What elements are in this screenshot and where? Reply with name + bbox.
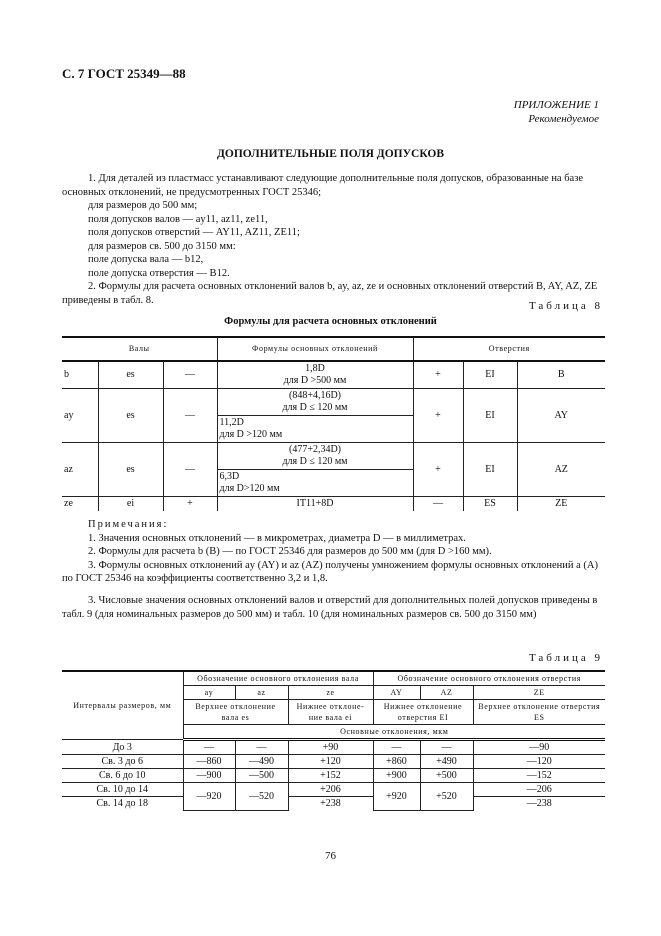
cell: — xyxy=(163,361,217,389)
cell: +90 xyxy=(288,740,373,755)
cell: +860 xyxy=(373,755,420,769)
col-header: ze xyxy=(288,686,373,700)
note: 1. Значения основных отклонений — в микрометрах, диаметра D — в миллиметрах. xyxy=(88,532,466,544)
col-header: az xyxy=(235,686,288,700)
section-title: ДОПОЛНИТЕЛЬНЫЕ ПОЛЯ ДОПУСКОВ xyxy=(216,148,445,160)
table9 xyxy=(62,670,605,811)
header-shafts: Валы xyxy=(62,337,217,361)
cell: + xyxy=(163,497,217,512)
table-row xyxy=(62,497,605,512)
cell: Св. 10 до 14 xyxy=(62,783,183,797)
formula-condition: для D >500 мм xyxy=(283,375,347,386)
paragraph: поле допуска вала — b12, xyxy=(88,254,204,265)
cell: Св. 6 до 10 xyxy=(62,769,183,783)
paragraph: поля допусков отверстий — AY11, AZ11, ZE11; xyxy=(88,227,300,238)
col-header: ay xyxy=(183,686,235,700)
formula: IT11+8D xyxy=(217,497,413,512)
cell: + xyxy=(413,443,463,497)
paragraph: 2. Формулы для расчета основных отклонений валов b, ay, az, ze и основных отклонений отверстий B, AY, AZ, ZE приведены в табл. 8. xyxy=(62,281,598,306)
cell: —120 xyxy=(473,755,605,769)
cell: —152 xyxy=(473,769,605,783)
formula: (477+2,34D) xyxy=(288,444,342,455)
table8-title: Формулы для расчета основных отклонений xyxy=(224,316,437,327)
cell: es xyxy=(98,443,163,497)
appendix-label xyxy=(514,98,599,126)
cell: ZE xyxy=(517,497,605,512)
header-formulas: Формулы основных отклонений xyxy=(217,337,413,361)
table-row xyxy=(62,755,605,769)
cell xyxy=(217,361,413,389)
cell: +500 xyxy=(420,769,473,783)
cell: —90 xyxy=(473,740,605,755)
cell: +490 xyxy=(420,755,473,769)
formula: 11,2D xyxy=(219,417,244,428)
formula-condition: для D >120 мм xyxy=(219,429,283,440)
table9-label: Таблица 9 xyxy=(528,652,603,664)
cell xyxy=(217,443,413,470)
cell: es xyxy=(98,361,163,389)
col-header: AY xyxy=(373,686,420,700)
appendix-number: ПРИЛОЖЕНИЕ 1 xyxy=(513,99,599,111)
cell: +120 xyxy=(288,755,373,769)
cell: +238 xyxy=(288,797,373,811)
cell xyxy=(217,470,413,497)
table-row xyxy=(62,740,605,755)
page-number: 76 xyxy=(325,850,336,862)
formula: 6,3D xyxy=(219,471,240,482)
cell: —860 xyxy=(183,755,235,769)
cell: AY xyxy=(517,389,605,443)
table-row xyxy=(62,361,605,389)
cell: — xyxy=(413,497,463,512)
header-hole-upper: Верхнее отклонение отверстия ES xyxy=(473,700,605,725)
header-units: Основные отклонения, мкм xyxy=(183,725,605,740)
cell: +920 xyxy=(373,783,420,811)
cell: ay xyxy=(62,389,98,443)
paragraph: 3. Числовые значения основных отклонений валов и отверстий для дополнительных полей допусков приведены в табл. 9 (для номинальных размеров до 500 мм) и табл. 10 (для номинальных размеров св. 500 до 3150 мм) xyxy=(62,595,598,620)
cell: До 3 xyxy=(62,740,183,755)
cell: — xyxy=(163,443,217,497)
col-header: AZ xyxy=(420,686,473,700)
cell: —520 xyxy=(235,783,288,811)
intro-paragraphs xyxy=(62,172,605,307)
cell: EI xyxy=(463,361,517,389)
cell: —490 xyxy=(235,755,288,769)
paragraph-3 xyxy=(62,594,605,621)
cell: EI xyxy=(463,443,517,497)
cell: +206 xyxy=(288,783,373,797)
paragraph: поля допусков валов — ay11, az11, ze11, xyxy=(88,213,268,225)
cell: +152 xyxy=(288,769,373,783)
notes xyxy=(62,518,605,586)
header-shaft-group: Обозначение основного отклонения вала xyxy=(183,671,373,686)
cell: ze xyxy=(62,497,98,512)
paragraph: 1. Для деталей из пластмасс устанавливают следующие дополнительные поля допусков, образованные на базе основных отклонений, не предусмотренных ГОСТ 25346; xyxy=(62,173,584,198)
table8-label: Таблица 8 xyxy=(528,300,603,312)
col-header: ZE xyxy=(473,686,605,700)
cell: ES xyxy=(463,497,517,512)
cell: EI xyxy=(463,389,517,443)
cell: — xyxy=(420,740,473,755)
table-row xyxy=(62,783,605,797)
cell: +900 xyxy=(373,769,420,783)
cell: AZ xyxy=(517,443,605,497)
table8 xyxy=(62,336,605,511)
cell: —206 xyxy=(473,783,605,797)
page-header: С. 7 ГОСТ 25349—88 xyxy=(62,66,186,81)
header-hole-group: Обозначение основного отклонения отверстия xyxy=(373,671,605,686)
cell: B xyxy=(517,361,605,389)
cell: + xyxy=(413,361,463,389)
header-shaft-upper: Верхнее отклонение вала es xyxy=(183,700,288,725)
paragraph: поле допуска отверстия — B12. xyxy=(88,267,230,279)
formula: 1,8D xyxy=(305,363,325,374)
cell: az xyxy=(62,443,98,497)
cell: —900 xyxy=(183,769,235,783)
cell: Св. 14 до 18 xyxy=(62,797,183,811)
cell: es xyxy=(98,389,163,443)
cell: + xyxy=(413,389,463,443)
cell: — xyxy=(235,740,288,755)
cell xyxy=(217,389,413,416)
formula: (848+4,16D) xyxy=(288,390,342,401)
note: 2. Формулы для расчета b (B) — по ГОСТ 25346 для размеров до 500 мм (для D >160 мм). xyxy=(88,546,492,557)
paragraph: для размеров до 500 мм; xyxy=(88,200,198,211)
cell: Св. 3 до 6 xyxy=(62,755,183,769)
cell: — xyxy=(163,389,217,443)
formula-condition: для D>120 мм xyxy=(219,483,280,494)
cell: ei xyxy=(98,497,163,512)
paragraph: для размеров св. 500 до 3150 мм: xyxy=(88,240,236,252)
cell: b xyxy=(62,361,98,389)
formula-condition: для D ≤ 120 мм xyxy=(282,456,348,467)
table-row xyxy=(62,769,605,783)
header-intervals: Интервалы размеров, мм xyxy=(62,671,183,740)
cell: — xyxy=(373,740,420,755)
table-row xyxy=(62,443,605,470)
header-hole-lower: Нижнее отклонение отверстия EI xyxy=(373,700,473,725)
cell: —500 xyxy=(235,769,288,783)
cell: —920 xyxy=(183,783,235,811)
appendix-status: Рекомендуемое xyxy=(528,113,599,125)
note: 3. Формулы основных отклонений ay (AY) и az (AZ) получены умножением формулы основных отклонений a (A) по ГОСТ 25346 на коэффициенты соответственно 3,2 и 1,8. xyxy=(62,559,598,584)
table-row xyxy=(62,389,605,416)
cell: +520 xyxy=(420,783,473,811)
header-holes: Отверстия xyxy=(413,337,605,361)
header-shaft-lower: Нижнее отклоне-ние вала ei xyxy=(288,700,373,725)
cell: —238 xyxy=(473,797,605,811)
cell: — xyxy=(183,740,235,755)
notes-title: Примечания: xyxy=(88,519,169,530)
table-row xyxy=(62,797,605,811)
formula-condition: для D ≤ 120 мм xyxy=(282,402,348,413)
cell xyxy=(217,416,413,443)
